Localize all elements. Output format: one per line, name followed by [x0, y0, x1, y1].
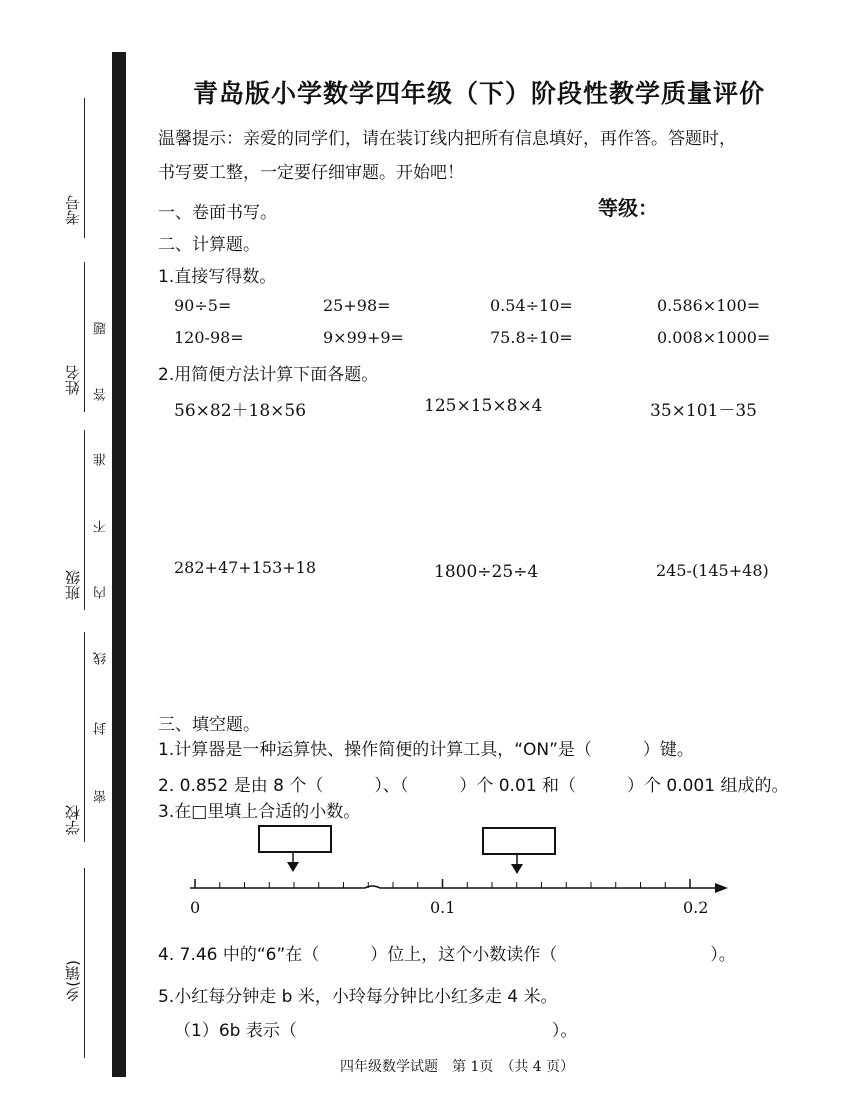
- simplify-problem: 282+47+153+18: [174, 558, 317, 577]
- numberline-tick-label: 0.1: [430, 898, 456, 917]
- answer-box[interactable]: [258, 825, 332, 853]
- simplify-problem: 56×82＋18×56: [174, 401, 307, 421]
- class-line[interactable]: [84, 430, 85, 610]
- oral-calc: 0.586×100=: [657, 296, 761, 315]
- binding-strip: [112, 52, 126, 1077]
- oral-calc: 0.54÷10=: [490, 296, 573, 315]
- school-label: 学校: [64, 805, 82, 835]
- fill-q3: 3.在□里填上合适的小数。: [158, 802, 361, 822]
- seal-char: 题: [94, 322, 109, 335]
- seal-char: 内: [94, 586, 109, 599]
- tips-line-2: 书写要工整，一定要仔细审题。开始吧！: [158, 163, 464, 183]
- name-line[interactable]: [84, 262, 85, 412]
- grade-label: 等级：: [598, 196, 658, 220]
- simplify-problem: 1800÷25÷4: [434, 562, 539, 582]
- tips-line-1: 温馨提示：亲爱的同学们，请在装订线内把所有信息填好，再作答。答题时，: [158, 129, 736, 149]
- fill-q1: 1.计算器是一种运算快、操作简便的计算工具，“ON”是（ ）键。: [158, 740, 694, 760]
- town-line[interactable]: [84, 868, 85, 1058]
- page-title: 青岛版小学数学四年级（下）阶段性教学质量评价: [193, 79, 766, 108]
- q2-2-label: 2.用简便方法计算下面各题。: [158, 365, 379, 385]
- page-footer: 四年级数学试题 第 1页 （共 4 页）: [340, 1059, 575, 1075]
- q2-1-label: 1.直接写得数。: [158, 267, 277, 287]
- simplify-problem: 245-(145+48): [656, 561, 769, 580]
- exam-no-line[interactable]: [84, 98, 85, 238]
- oral-calc: 120-98=: [174, 328, 244, 347]
- fill-q5-1: （1）6b 表示（ ）。: [174, 1021, 578, 1041]
- fill-q2: 2. 0.852 是由 8 个（ ）、（ ）个 0.01 和（ ）个 0.001 组成的。: [158, 776, 789, 796]
- section-2-heading: 二、计算题。: [158, 235, 260, 255]
- seal-char: 封: [94, 722, 109, 735]
- simplify-problem: 35×101－35: [650, 401, 757, 421]
- oral-calc: 25+98=: [323, 296, 391, 315]
- numberline-tick-label: 0: [190, 898, 201, 917]
- seal-char: 线: [94, 652, 109, 665]
- seal-char: 准: [94, 453, 109, 466]
- answer-box[interactable]: [482, 827, 556, 855]
- oral-calc: 75.8÷10=: [490, 328, 573, 347]
- name-label: 姓名: [64, 365, 82, 395]
- fill-q5: 5.小红每分钟走 b 米，小玲每分钟比小红多走 4 米。: [158, 987, 558, 1007]
- oral-calc: 90÷5=: [174, 296, 232, 315]
- exam-no-label: 考号: [64, 195, 82, 225]
- school-line[interactable]: [84, 632, 85, 842]
- seal-char: 不: [94, 520, 109, 533]
- oral-calc: 0.008×1000=: [657, 328, 771, 347]
- section-3-heading: 三、填空题。: [158, 715, 260, 735]
- seal-char: 密: [94, 790, 109, 803]
- seal-char: 答: [94, 388, 109, 401]
- section-1-heading: 一、卷面书写。: [158, 203, 277, 223]
- fill-q4: 4. 7.46 中的“6”在（ ）位上，这个小数读作（ ）。: [158, 945, 736, 965]
- class-label: 班级: [64, 570, 82, 600]
- simplify-problem: 125×15×8×4: [424, 396, 543, 416]
- town-label: 乡(镇): [64, 960, 82, 1002]
- oral-calc: 9×99+9=: [323, 328, 404, 347]
- numberline-tick-label: 0.2: [683, 898, 709, 917]
